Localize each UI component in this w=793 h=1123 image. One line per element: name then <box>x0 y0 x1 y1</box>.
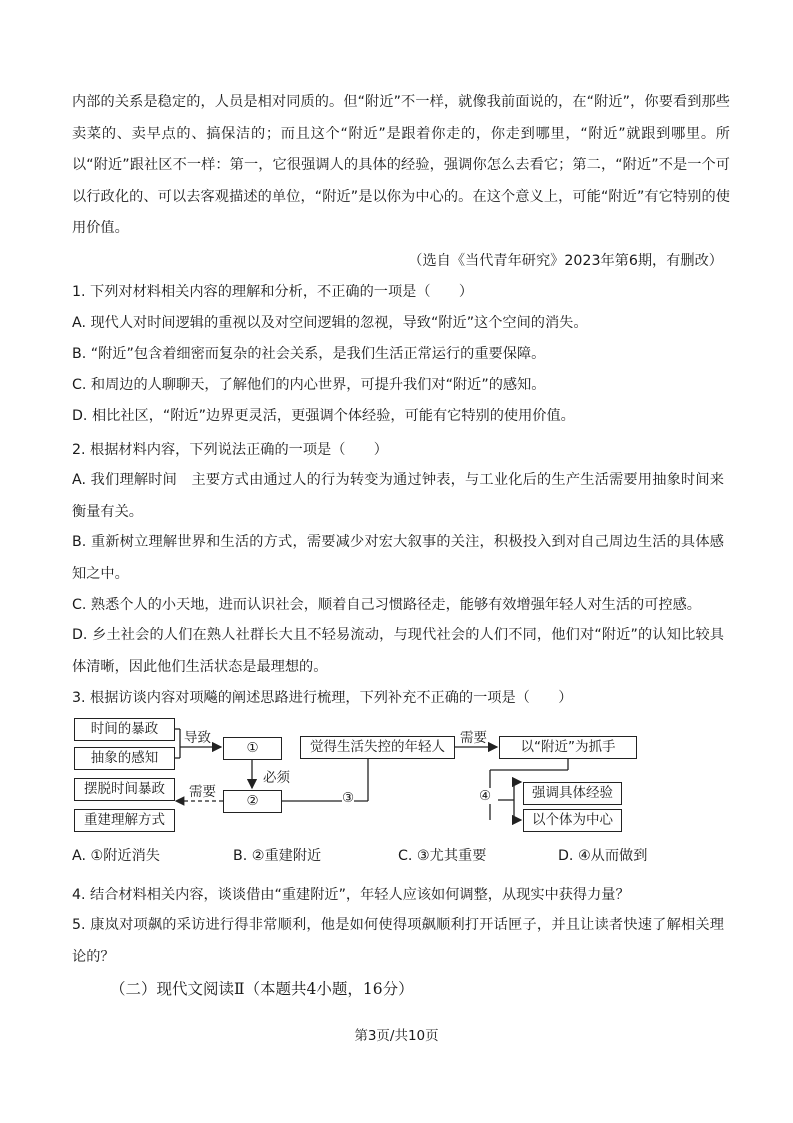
q2-option-c: C. 熟悉个人的小天地，进而认识社会，顺着自己习惯路径走，能够有效增强年轻人对生活的可控感。 <box>72 597 701 613</box>
q3-option-b: B. ②重建附近 <box>233 848 322 864</box>
q4-stem: 4. 结合材料相关内容，谈谈借由“重建附近”，年轻人应该如何调整，从现实中获得力量？ <box>72 887 630 903</box>
q3-stem: 3. 根据访谈内容对项飚的阐述思路进行梳理，下列补充不正确的一项是（ ） <box>72 690 573 706</box>
box-time-tyranny: 时间的暴政 <box>74 718 175 741</box>
box-rebuild-understanding: 重建理解方式 <box>74 809 175 832</box>
box-blank-2: ② <box>223 790 282 813</box>
box-youth-out-of-control: 觉得生活失控的年轻人 <box>300 736 455 759</box>
label-blank-3: ③ <box>342 790 355 806</box>
q1-option-b: B. “附近”包含着细密而复杂的社会关系，是我们生活正常运行的重要保障。 <box>72 346 546 362</box>
label-blank-4: ④ <box>479 788 492 804</box>
q5-stem: 5. 康岚对项飙的采访进行得非常顺利，他是如何使得项飙顺利打开话匣子，并且让读者快速了解相关理论的？ <box>72 917 724 965</box>
passage-paragraph: 内部的关系是稳定的，人员是相对同质的。但“附近”不一样，就像我前面说的，在“附近”，你要看到那些卖菜的、卖早点的、搞保洁的；而且这个“附近”是跟着你走的，你走到哪里，“附近”就跟到哪里。所以“附近”跟社区不一样：第一，它很强调人的具体的经验，强调你怎么去看它；第二，“附近”不是一个可以行政化的、可以去客观描述的单位，“附近”是以你为中心的。在这个意义上，可能“附近”有它特别的使用价值。 <box>72 94 730 236</box>
q1-stem: 1. 下列对材料相关内容的理解和分析，不正确的一项是（ ） <box>72 284 474 300</box>
q2-stem: 2. 根据材料内容，下列说法正确的一项是（ ） <box>72 442 388 458</box>
page-footer: 第3页/共10页 <box>354 1028 439 1044</box>
passage-source: （选自《当代青年研究》2023年第6期，有删改） <box>408 253 723 269</box>
box-abstract-perception: 抽象的感知 <box>74 747 175 770</box>
q1-option-c: C. 和周边的人聊聊天，了解他们的内心世界，可提升我们对“附近”的感知。 <box>72 377 546 393</box>
box-individual-center: 以个体为中心 <box>523 809 622 832</box>
q3-option-c: C. ③尤其重要 <box>398 848 487 864</box>
box-escape-time-tyranny: 摆脱时间暴政 <box>74 778 175 801</box>
q1-option-d: D. 相比社区，“附近”边界更灵活，更强调个体经验，可能有它特别的使用价值。 <box>72 408 575 424</box>
box-blank-1: ① <box>223 737 282 760</box>
q1-option-a: A. 现代人对时间逻辑的重视以及对空间逻辑的忽视，导致“附近”这个空间的消失。 <box>72 315 588 331</box>
label-lead-to: 导致 <box>184 726 211 746</box>
section-heading: （二）现代文阅读Ⅱ（本题共4小题，16分） <box>110 980 414 998</box>
box-concrete-experience: 强调具体经验 <box>523 782 622 805</box>
q3-flow-diagram <box>70 712 730 842</box>
q2-option-a: A. 我们理解时间 主要方式由通过人的行为转变为通过钟表，与工业化后的生产生活需要用抽象时间来衡量有关。 <box>72 472 724 520</box>
label-need-left: 需要 <box>189 780 216 800</box>
box-grip-nearby: 以“附近”为抓手 <box>499 736 637 759</box>
q2-option-d: D. 乡土社会的人们在熟人社群长大且不轻易流动，与现代社会的人们不同，他们对“附近”的认知比较具体清晰，因此他们生活状态是最理想的。 <box>72 627 724 675</box>
q2-option-b: B. 重新树立理解世界和生活的方式，需要减少对宏大叙事的关注，积极投入到对自己周边生活的具体感知之中。 <box>72 534 724 582</box>
label-must: 必须 <box>263 766 290 786</box>
q3-option-a: A. ①附近消失 <box>72 848 160 864</box>
label-need-right: 需要 <box>460 726 487 746</box>
q3-option-d: D. ④从而做到 <box>558 848 648 864</box>
